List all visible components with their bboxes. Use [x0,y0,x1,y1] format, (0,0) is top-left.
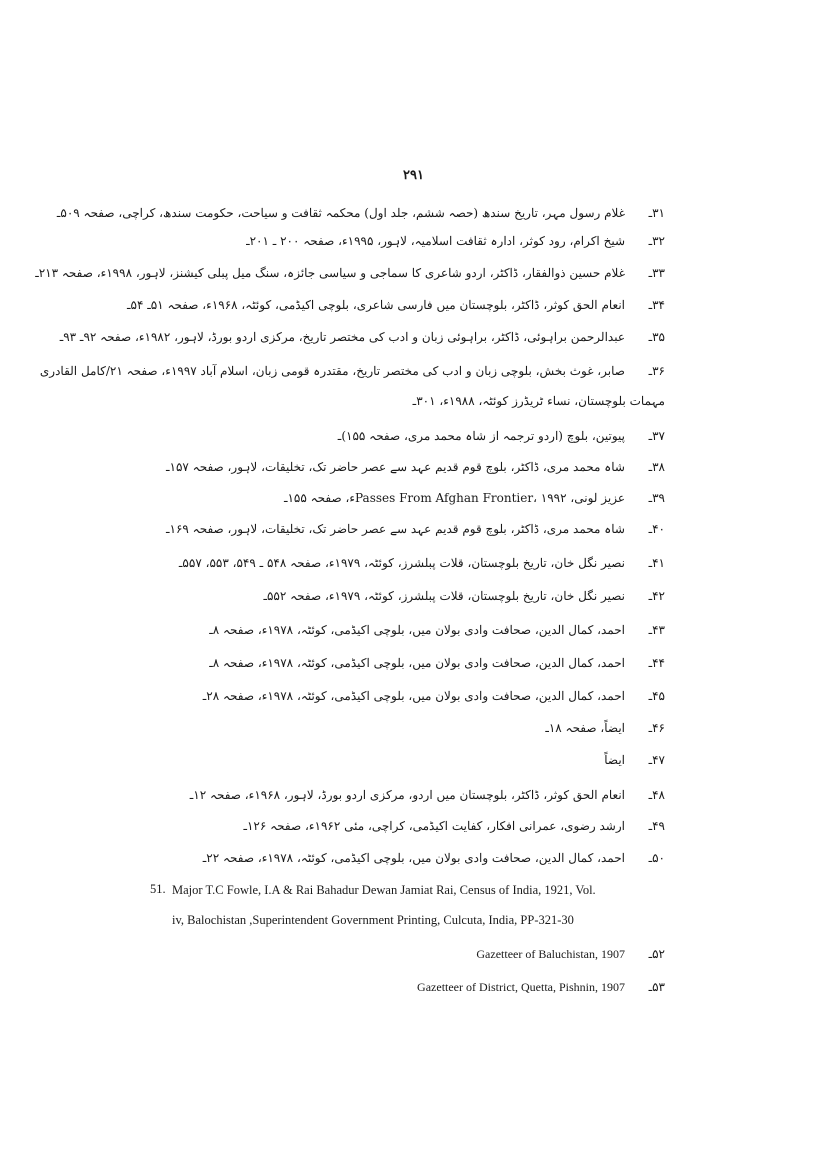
reference-40 [166,521,665,537]
reference-text: احمد، کمال الدین، صحافت وادی بولان میں، بلوچی اکیڈمی، کوئٹہ، ۱۹۷۸ء، صفحہ ۲۲ـ [202,851,625,865]
reference-number: ۵۰ـ [648,851,665,865]
reference-text: عزیز لونی، Passes From Afghan Frontier، ۱۹۹۲ء، صفحہ ۱۵۵ـ [283,491,625,505]
reference-number: ۴۲ـ [648,589,665,603]
page-number: ۲۹۱ [403,168,424,183]
reference-number: ۳۶ـ [648,364,665,378]
reference-number: ۳۱ـ [648,206,665,220]
reference-42 [263,588,665,604]
reference-number: ۳۵ـ [648,330,665,344]
reference-text: انعام الحق کوثر، ڈاکٹر، بلوچستان میں فارسی شاعری، بلوچی اکیڈمی، کوئٹہ، ۱۹۶۸ء، صفحہ ۵۱ـ ۵۴ـ [126,298,625,312]
reference-number: ۵۲ـ [648,947,665,961]
reference-number: ۵۳ـ [648,980,665,994]
reference-46 [545,720,665,736]
reference-51-line-2: iv, Balochistan ,Superintendent Government Printing, Culcuta, India, PP-321-30 [172,913,574,927]
reference-text: ارشد رضوی، عمرانی افکار، کفایت اکیڈمی، کراچی، مئی ۱۹۶۲ء، صفحہ ۱۲۶ـ [243,819,625,833]
reference-text: غلام رسول مہر، تاریخ سندھ (حصہ ششم، جلد اول) محکمہ ثقافت و سیاحت، حکومت سندھ، کراچی، صفحہ ۵۰۹ـ [56,206,625,220]
reference-41 [179,555,665,571]
reference-text: احمد، کمال الدین، صحافت وادی بولان میں، بلوچی اکیڈمی، کوئٹہ، ۱۹۷۸ء، صفحہ ۸ـ [209,656,625,670]
reference-37 [338,428,665,444]
reference-number: ۴۱ـ [648,556,665,570]
reference-number: ۴۵ـ [648,689,665,703]
reference-text: شاہ محمد مری، ڈاکٹر، بلوچ قوم قدیم عہد سے عصر حاضر تک، تخلیقات، لاہور، صفحہ ۱۵۷ـ [166,460,625,474]
reference-43 [209,622,665,638]
reference-number: ۴۶ـ [648,721,665,735]
reference-text: ایضاً، صفحہ ۱۸ـ [545,721,625,735]
reference-number: ۳۳ـ [648,266,665,280]
reference-32 [246,233,665,249]
reference-53 [417,979,665,995]
reference-text: شیخ اکرام، رود کوثر، ادارہ ثقافت اسلامیہ، لاہور، ۱۹۹۵ء، صفحہ ۲۰۰ ـ ۲۰۱ـ [246,234,625,248]
reference-33 [35,265,665,281]
reference-51-number: 51. [150,882,166,896]
reference-number: ۴۹ـ [648,819,665,833]
reference-number: ۳۸ـ [648,460,665,474]
reference-text: شاہ محمد مری، ڈاکٹر، بلوچ قوم قدیم عہد سے عصر حاضر تک، تخلیقات، لاہور، صفحہ ۱۶۹ـ [166,522,625,536]
reference-38 [166,459,665,475]
reference-48 [190,787,665,803]
reference-text: نصیر نگل خان، تاریخ بلوچستان، قلات پبلشرز، کوئٹہ، ۱۹۷۹ء، صفحہ ۵۵۲ـ [263,589,625,603]
reference-number: ۴۷ـ [648,753,665,767]
reference-52 [476,946,665,962]
reference-31 [57,205,665,221]
reference-text: صابر، غوث بخش، بلوچی زبان و ادب کی مختصر تاریخ، مقتدرہ قومی زبان، اسلام آباد ۱۹۹۷ء، صفحہ ۲۱/کامل القادری مہمات بلوچستان، نساء ٹریڈرز کوئٹہ، ۱۹۸۸ء، ۳۰۱ـ [39,364,665,408]
reference-47 [604,752,665,768]
reference-text: نصیر نگل خان، تاریخ بلوچستان، قلات پبلشرز، کوئٹہ، ۱۹۷۹ء، صفحہ ۵۴۸ ـ ۵۴۹، ۵۵۳، ۵۵۷ـ [178,556,625,570]
reference-text: ایضاً [604,753,625,767]
reference-39 [284,490,665,506]
reference-35 [60,329,665,345]
reference-text: غلام حسین ذوالفقار، ڈاکٹر، اردو شاعری کا سماجی و سیاسی جائزہ، سنگ میل پبلی کیشنز، لاہور، ۱۹۹۸ء، صفحہ ۲۱۳ـ [35,266,625,280]
reference-number: ۴۰ـ [648,522,665,536]
reference-number: ۳۴ـ [648,298,665,312]
reference-36 [25,356,665,416]
reference-50 [203,850,665,866]
reference-44 [209,655,665,671]
reference-number: ۳۲ـ [648,234,665,248]
reference-text: احمد، کمال الدین، صحافت وادی بولان میں، بلوچی اکیڈمی، کوئٹہ، ۱۹۷۸ء، صفحہ ۸ـ [209,623,625,637]
reference-number: ۳۷ـ [648,429,665,443]
reference-number: ۳۹ـ [648,491,665,505]
reference-text: Gazetteer of District, Quetta, Pishnin, 1907 [417,980,625,994]
reference-number: ۴۸ـ [648,788,665,802]
reference-text: عبدالرحمن براہوئی، ڈاکٹر، براہوئی زبان و ادب کی مختصر تاریخ، مرکزی اردو بورڈ، لاہور، ۱۹۸۲ء، صفحہ ۹۲ـ ۹۳ـ [59,330,625,344]
reference-49 [243,818,665,834]
reference-text: انعام الحق کوثر، ڈاکٹر، بلوچستان میں اردو، مرکزی اردو بورڈ، لاہور، ۱۹۶۸ء، صفحہ ۱۲ـ [189,788,625,802]
reference-text: پیوتین، بلوچ (اردو ترجمہ از شاہ محمد مری، صفحہ ۱۵۵)ـ [337,429,625,443]
reference-text: Gazetteer of Baluchistan, 1907 [476,947,625,961]
reference-34 [127,297,665,313]
reference-text: احمد، کمال الدین، صحافت وادی بولان میں، بلوچی اکیڈمی، کوئٹہ، ۱۹۷۸ء، صفحہ ۲۸ـ [202,689,625,703]
reference-51-line-1: Major T.C Fowle, I.A & Rai Bahadur Dewan Jamiat Rai, Census of India, 1921, Vol. [172,883,596,897]
reference-45 [203,688,665,704]
reference-number: ۴۳ـ [648,623,665,637]
reference-number: ۴۴ـ [648,656,665,670]
